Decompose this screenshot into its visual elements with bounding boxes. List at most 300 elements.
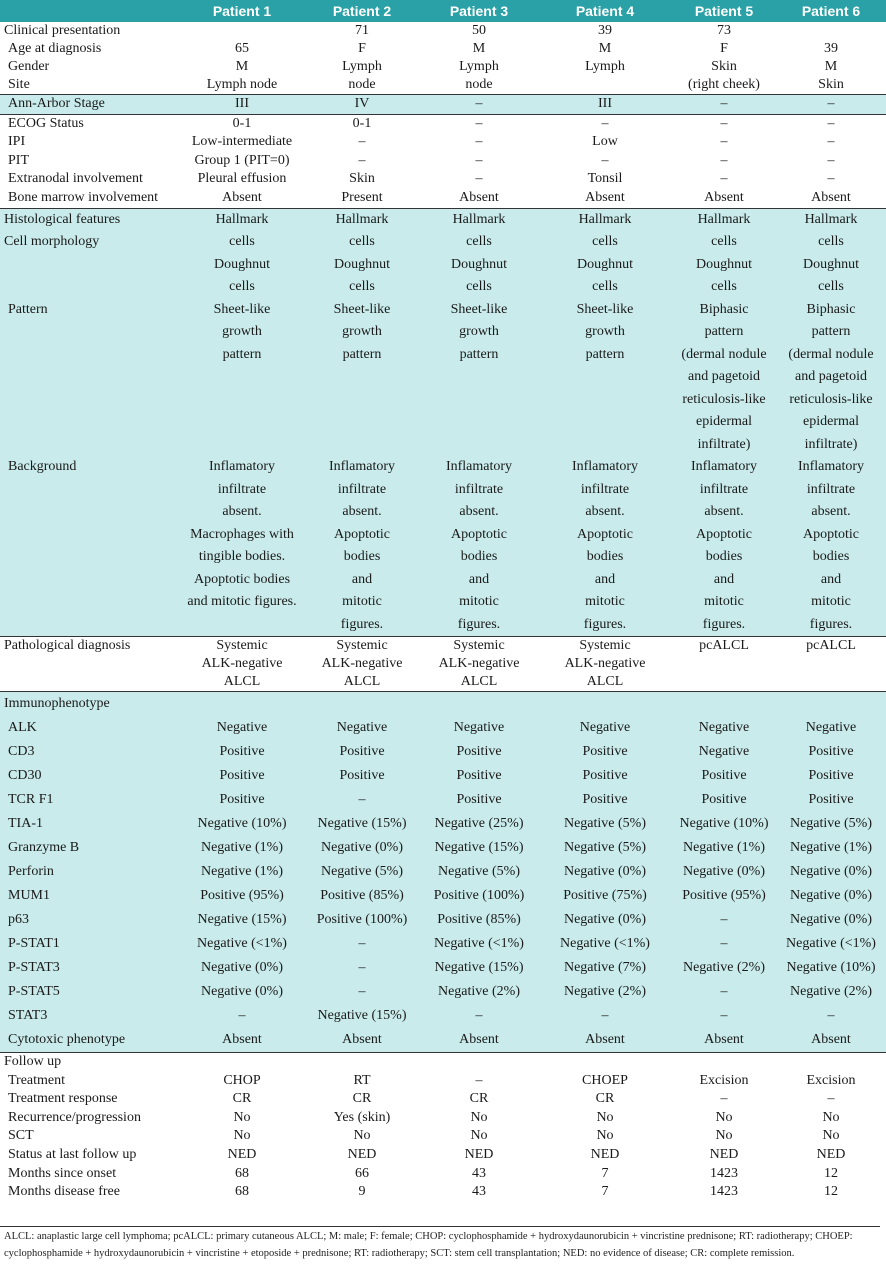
table-cell: Negative (1%) bbox=[776, 836, 886, 860]
table-cell: Negative (<1%) bbox=[420, 932, 538, 956]
table-cell: 12 bbox=[824, 1165, 838, 1181]
table-cell: CR bbox=[469, 1091, 489, 1107]
table-cell: Systemic ALK-negative ALCL bbox=[420, 637, 538, 692]
table-cell: Absent bbox=[704, 189, 744, 205]
row-label: Age at diagnosis bbox=[8, 41, 102, 56]
table-cell: F bbox=[358, 41, 366, 56]
row-label: Months since onset bbox=[8, 1165, 117, 1181]
row-label: SCT bbox=[8, 1128, 34, 1144]
row-label: Treatment response bbox=[8, 1091, 118, 1107]
row-label: Background bbox=[0, 456, 180, 637]
table-cell: CHOEP bbox=[582, 1072, 628, 1088]
table-cell: Systemic ALK-negative ALCL bbox=[180, 637, 304, 692]
row-label: Pattern bbox=[0, 299, 180, 457]
table-cell: Skin bbox=[711, 59, 737, 74]
table-cell: Positive (100%) bbox=[420, 884, 538, 908]
table-cell: Positive (95%) bbox=[180, 884, 304, 908]
table-cell: Sheet-like growth pattern bbox=[180, 299, 304, 457]
table-cell: Hallmark cells Doughnut cells bbox=[776, 208, 886, 299]
table-cell bbox=[180, 692, 304, 717]
table-row bbox=[0, 456, 886, 637]
table-cell: Negative (0%) bbox=[776, 860, 886, 884]
row-label: Perforin bbox=[0, 860, 180, 884]
table-cell: – bbox=[827, 171, 835, 187]
table-cell: – bbox=[672, 95, 776, 115]
table-row bbox=[0, 189, 886, 208]
table-cell: 12 bbox=[824, 1184, 838, 1200]
row-label: PIT bbox=[8, 152, 29, 168]
row-label: Clinical presentation bbox=[4, 23, 121, 38]
table-cell: 0-1 bbox=[304, 114, 420, 133]
table-cell: Absent bbox=[304, 1028, 420, 1053]
table-row bbox=[0, 133, 886, 152]
table-cell: Negative (1%) bbox=[672, 836, 776, 860]
table-cell: node bbox=[465, 77, 493, 92]
table-cell: Negative (2%) bbox=[538, 980, 672, 1004]
table-cell bbox=[420, 1053, 538, 1072]
table-cell: pcALCL bbox=[776, 637, 886, 692]
table-cell bbox=[776, 22, 886, 40]
table-cell: – bbox=[720, 152, 728, 168]
row-label: P-STAT3 bbox=[0, 956, 180, 980]
table-cell: (right cheek) bbox=[688, 77, 760, 92]
table-cell: Positive bbox=[420, 788, 538, 812]
row-label: Granzyme B bbox=[0, 836, 180, 860]
table-cell: No bbox=[470, 1109, 488, 1125]
table-cell: Pleural effusion bbox=[197, 171, 287, 187]
table-cell: Inflamatory infiltrate absent. Apoptotic bodies and mitotic figures. bbox=[672, 456, 776, 637]
header-patient-2: Patient 2 bbox=[304, 0, 420, 22]
table-cell: Absent bbox=[672, 1028, 776, 1053]
table-cell: – bbox=[672, 932, 776, 956]
table-cell: Positive bbox=[672, 788, 776, 812]
table-row bbox=[0, 908, 886, 932]
table-cell: Positive bbox=[304, 764, 420, 788]
table-cell: – bbox=[827, 134, 835, 150]
row-label: TCR F1 bbox=[0, 788, 180, 812]
header-patient-6: Patient 6 bbox=[776, 0, 886, 22]
table-cell: Excision bbox=[806, 1072, 856, 1088]
table-cell: Negative (1%) bbox=[180, 836, 304, 860]
table-cell: Yes (skin) bbox=[333, 1109, 391, 1125]
table-cell: CR bbox=[595, 1091, 615, 1107]
table-cell: Low bbox=[592, 134, 618, 150]
row-label: Site bbox=[8, 77, 30, 92]
table-cell: Positive (100%) bbox=[304, 908, 420, 932]
table-cell: Positive (85%) bbox=[304, 884, 420, 908]
table-cell: Positive bbox=[420, 740, 538, 764]
table-cell: Skin bbox=[818, 77, 844, 92]
table-cell: Inflamatory infiltrate absent. Apoptotic bodies and mitotic figures. bbox=[538, 456, 672, 637]
table-cell: 39 bbox=[598, 23, 612, 38]
table-cell: Absent bbox=[420, 1028, 538, 1053]
table-row bbox=[0, 114, 886, 133]
table-row bbox=[0, 1090, 886, 1109]
table-cell: Positive bbox=[180, 764, 304, 788]
table-cell: M bbox=[472, 41, 486, 56]
table-cell: RT bbox=[353, 1072, 371, 1088]
table-cell bbox=[304, 1053, 420, 1072]
table-cell: Biphasic pattern (dermal nodule and pagetoid reticulosis-like epidermal infiltrate) bbox=[776, 299, 886, 457]
table-cell: M bbox=[824, 59, 838, 74]
table-cell: Absent bbox=[811, 189, 851, 205]
table-cell: Lymph bbox=[459, 59, 499, 74]
table-cell: NED bbox=[709, 1147, 739, 1163]
table-cell: Absent bbox=[585, 189, 625, 205]
table-cell: Negative (5%) bbox=[304, 860, 420, 884]
table-cell: Negative (10%) bbox=[180, 812, 304, 836]
table-cell: Positive bbox=[420, 764, 538, 788]
table-cell: Inflamatory infiltrate absent. Macrophages with tingible bodies. Apoptotic bodies and mitotic figures. bbox=[180, 456, 304, 637]
table-row bbox=[0, 692, 886, 717]
row-label: CD3 bbox=[0, 740, 180, 764]
table-cell: Present bbox=[341, 189, 383, 205]
header-cell bbox=[0, 0, 180, 22]
table-cell: 7 bbox=[601, 1184, 609, 1200]
table-cell: – bbox=[304, 980, 420, 1004]
table-cell: No bbox=[822, 1109, 840, 1125]
table-cell: – bbox=[827, 1091, 835, 1107]
row-label: Gender bbox=[8, 59, 50, 74]
table-cell: III bbox=[538, 95, 672, 115]
table-cell: 1423 bbox=[710, 1184, 738, 1200]
table-cell: Positive bbox=[180, 740, 304, 764]
table-row bbox=[0, 208, 886, 299]
row-label: Pathological diagnosis bbox=[0, 637, 180, 692]
row-label: Immunophenotype bbox=[0, 692, 180, 717]
table-cell: Negative (7%) bbox=[538, 956, 672, 980]
table-cell: – bbox=[538, 1004, 672, 1028]
table-cell: Hallmark cells Doughnut cells bbox=[420, 208, 538, 299]
table-cell: Negative (0%) bbox=[776, 908, 886, 932]
table-cell: – bbox=[776, 1004, 886, 1028]
table-cell: Positive (95%) bbox=[672, 884, 776, 908]
table-cell: Negative (5%) bbox=[420, 860, 538, 884]
header-patient-5: Patient 5 bbox=[672, 0, 776, 22]
table-cell: NED bbox=[816, 1147, 846, 1163]
table-cell: Positive bbox=[672, 764, 776, 788]
table-cell: – bbox=[475, 171, 483, 187]
row-label: Extranodal involvement bbox=[8, 171, 143, 187]
table-cell: – bbox=[420, 114, 538, 133]
table-cell: – bbox=[420, 95, 538, 115]
header-patient-4: Patient 4 bbox=[538, 0, 672, 22]
table-cell: Positive bbox=[304, 740, 420, 764]
table-cell: Negative (1%) bbox=[180, 860, 304, 884]
table-cell: Negative (10%) bbox=[776, 956, 886, 980]
table-cell: node bbox=[348, 77, 376, 92]
table-cell: No bbox=[353, 1128, 371, 1144]
table-cell: Positive bbox=[538, 740, 672, 764]
table-cell: NED bbox=[347, 1147, 377, 1163]
table-cell: Negative (5%) bbox=[538, 836, 672, 860]
table-cell: Lymph bbox=[342, 59, 382, 74]
table-cell: Positive bbox=[538, 788, 672, 812]
table-cell: – bbox=[180, 1004, 304, 1028]
table-cell: Absent bbox=[222, 189, 262, 205]
table-cell: Negative bbox=[672, 740, 776, 764]
table-cell bbox=[672, 692, 776, 717]
table-row bbox=[0, 1072, 886, 1091]
table-cell: Systemic ALK-negative ALCL bbox=[538, 637, 672, 692]
table-cell: CR bbox=[352, 1091, 372, 1107]
table-cell: Negative (2%) bbox=[420, 980, 538, 1004]
table-cell: Positive (85%) bbox=[420, 908, 538, 932]
table-cell: Absent bbox=[180, 1028, 304, 1053]
table-row bbox=[0, 836, 886, 860]
table-cell: 65 bbox=[235, 41, 249, 56]
table-cell bbox=[672, 1053, 776, 1072]
table-cell: Negative (25%) bbox=[420, 812, 538, 836]
table-cell: 9 bbox=[358, 1184, 366, 1200]
table-cell: 66 bbox=[355, 1165, 369, 1181]
row-label: MUM1 bbox=[0, 884, 180, 908]
table-cell: Systemic ALK-negative ALCL bbox=[304, 637, 420, 692]
table-row bbox=[0, 860, 886, 884]
table-cell: CR bbox=[232, 1091, 252, 1107]
row-label: IPI bbox=[8, 134, 26, 150]
table-row bbox=[0, 884, 886, 908]
table-cell: 50 bbox=[472, 23, 486, 38]
row-label: TIA-1 bbox=[0, 812, 180, 836]
table-row bbox=[0, 76, 886, 95]
table-cell: Negative (15%) bbox=[180, 908, 304, 932]
table-row bbox=[0, 764, 886, 788]
table-cell: Hallmark cells Doughnut cells bbox=[180, 208, 304, 299]
table-cell: Excision bbox=[699, 1072, 749, 1088]
table-cell: Positive (75%) bbox=[538, 884, 672, 908]
table-cell: 1423 bbox=[710, 1165, 738, 1181]
table-cell: 68 bbox=[235, 1184, 249, 1200]
row-label: p63 bbox=[0, 908, 180, 932]
table-cell: 0-1 bbox=[180, 114, 304, 133]
table-row bbox=[0, 40, 886, 58]
table-cell: CHOP bbox=[223, 1072, 261, 1088]
table-cell: – bbox=[304, 788, 420, 812]
table-row bbox=[0, 1004, 886, 1028]
table-cell bbox=[304, 692, 420, 717]
table-cell: M bbox=[598, 41, 612, 56]
table-cell: No bbox=[596, 1109, 614, 1125]
table-cell: Group 1 (PIT=0) bbox=[194, 152, 290, 168]
table-cell: Inflamatory infiltrate absent. Apoptotic bodies and mitotic figures. bbox=[304, 456, 420, 637]
table-row bbox=[0, 740, 886, 764]
table-row bbox=[0, 637, 886, 692]
table-cell: Negative (2%) bbox=[776, 980, 886, 1004]
table-cell: Negative bbox=[672, 716, 776, 740]
table-row bbox=[0, 1053, 886, 1072]
row-label: Recurrence/progression bbox=[8, 1109, 141, 1125]
row-label: P-STAT5 bbox=[0, 980, 180, 1004]
table-cell: 73 bbox=[717, 23, 731, 38]
table-row bbox=[0, 299, 886, 457]
table-cell: – bbox=[475, 1072, 483, 1088]
table-cell: Inflamatory infiltrate absent. Apoptotic bodies and mitotic figures. bbox=[776, 456, 886, 637]
header-row bbox=[0, 0, 886, 22]
table-body bbox=[0, 22, 886, 1202]
row-label: Histological features Cell morphology bbox=[0, 208, 180, 299]
table-cell: Skin bbox=[349, 171, 375, 187]
table-cell: Negative (0%) bbox=[538, 860, 672, 884]
header-patient-1: Patient 1 bbox=[180, 0, 304, 22]
table-cell: – bbox=[475, 152, 483, 168]
table-row bbox=[0, 932, 886, 956]
table-cell: No bbox=[715, 1109, 733, 1125]
table-cell: Lymph bbox=[585, 59, 625, 74]
row-label: Bone marrow involvement bbox=[8, 189, 159, 205]
table-cell: – bbox=[601, 152, 609, 168]
table-row bbox=[0, 956, 886, 980]
table-row bbox=[0, 1146, 886, 1165]
table-cell: III bbox=[180, 95, 304, 115]
table-row bbox=[0, 1109, 886, 1128]
table-row bbox=[0, 95, 886, 115]
table-row bbox=[0, 152, 886, 171]
table-cell: Negative (15%) bbox=[304, 812, 420, 836]
table-cell: Negative (<1%) bbox=[776, 932, 886, 956]
table-cell: Hallmark cells Doughnut cells bbox=[304, 208, 420, 299]
table-cell: Low-intermediate bbox=[191, 134, 293, 150]
table-cell: Negative (15%) bbox=[304, 1004, 420, 1028]
table-cell bbox=[776, 1053, 886, 1072]
table-row bbox=[0, 58, 886, 76]
table-cell: Negative (0%) bbox=[538, 908, 672, 932]
table-cell: Negative (0%) bbox=[776, 884, 886, 908]
table-cell: Positive bbox=[538, 764, 672, 788]
table-cell: Sheet-like growth pattern bbox=[304, 299, 420, 457]
row-label: STAT3 bbox=[0, 1004, 180, 1028]
table-cell: Hallmark cells Doughnut cells bbox=[538, 208, 672, 299]
table-cell: Hallmark cells Doughnut cells bbox=[672, 208, 776, 299]
table-cell: 43 bbox=[472, 1184, 486, 1200]
table-cell: – bbox=[720, 1091, 728, 1107]
table-cell: Negative (15%) bbox=[420, 836, 538, 860]
table-cell: NED bbox=[227, 1147, 257, 1163]
table-cell: – bbox=[304, 956, 420, 980]
table-cell: No bbox=[470, 1128, 488, 1144]
table-cell: Negative (0%) bbox=[180, 956, 304, 980]
row-label: ALK bbox=[0, 716, 180, 740]
table-cell: – bbox=[672, 980, 776, 1004]
table-row bbox=[0, 22, 886, 40]
table-cell bbox=[538, 76, 672, 95]
table-cell: Biphasic pattern (dermal nodule and pagetoid reticulosis-like epidermal infiltrate) bbox=[672, 299, 776, 457]
table-cell: Negative (2%) bbox=[672, 956, 776, 980]
row-label: Status at last follow up bbox=[8, 1147, 137, 1163]
table-cell: – bbox=[776, 114, 886, 133]
table-cell: No bbox=[233, 1109, 251, 1125]
row-label: Follow up bbox=[0, 1053, 180, 1072]
table-cell bbox=[420, 692, 538, 717]
table-cell: Positive bbox=[180, 788, 304, 812]
row-label: Months disease free bbox=[8, 1184, 120, 1200]
row-label: Treatment bbox=[8, 1072, 66, 1088]
table-cell: Negative bbox=[304, 716, 420, 740]
table-cell: Negative bbox=[180, 716, 304, 740]
table-cell: – bbox=[475, 134, 483, 150]
table-cell: – bbox=[358, 134, 366, 150]
footnote: ALCL: anaplastic large cell lymphoma; pcALCL: primary cutaneous ALCL; M: male; F: female; CHOP: cyclophosphamide + hydroxydaunorubicin + vincristine prednisone; RT: radiotherapy; CHOEP: cyclophosphamide + hydroxydaunorubicin + vincristine + etoposide + prednisone; RT: radiotherapy; SCT: stem cell transplantation; NED: no evidence of disease; CR: complete remission. bbox=[0, 1226, 880, 1262]
table-cell: Absent bbox=[776, 1028, 886, 1053]
table-row bbox=[0, 1127, 886, 1146]
table-row bbox=[0, 980, 886, 1004]
table-cell: 68 bbox=[235, 1165, 249, 1181]
table-cell: Negative (5%) bbox=[538, 812, 672, 836]
table-cell: F bbox=[720, 41, 728, 56]
table-cell bbox=[538, 692, 672, 717]
table-cell: Negative (0%) bbox=[304, 836, 420, 860]
table-cell: – bbox=[720, 171, 728, 187]
table-row bbox=[0, 1183, 886, 1202]
table-cell: IV bbox=[304, 95, 420, 115]
table-cell: No bbox=[822, 1128, 840, 1144]
table-cell: Positive bbox=[776, 740, 886, 764]
row-label: ECOG Status bbox=[0, 114, 180, 133]
table-cell: Negative bbox=[420, 716, 538, 740]
table-cell: Tonsil bbox=[587, 171, 623, 187]
table-cell: Positive bbox=[776, 788, 886, 812]
table-cell: – bbox=[358, 152, 366, 168]
table-cell: M bbox=[235, 59, 249, 74]
table-cell bbox=[776, 692, 886, 717]
table-cell: No bbox=[233, 1128, 251, 1144]
table-cell: Negative (10%) bbox=[672, 812, 776, 836]
table-cell: Absent bbox=[538, 1028, 672, 1053]
table-row bbox=[0, 812, 886, 836]
table-cell: – bbox=[538, 114, 672, 133]
table-row bbox=[0, 716, 886, 740]
table-cell bbox=[180, 22, 304, 40]
table-cell: Negative (<1%) bbox=[180, 932, 304, 956]
table-cell: No bbox=[715, 1128, 733, 1144]
header-patient-3: Patient 3 bbox=[420, 0, 538, 22]
table-cell: – bbox=[304, 932, 420, 956]
table-cell: – bbox=[827, 152, 835, 168]
table-cell: 39 bbox=[824, 41, 838, 56]
table-row bbox=[0, 1028, 886, 1053]
table-cell: Negative (5%) bbox=[776, 812, 886, 836]
table-cell: Absent bbox=[459, 189, 499, 205]
table-cell: Negative bbox=[776, 716, 886, 740]
table-cell: 43 bbox=[472, 1165, 486, 1181]
table-cell: – bbox=[776, 95, 886, 115]
row-label: Ann-Arbor Stage bbox=[0, 95, 180, 115]
table-cell: – bbox=[672, 1004, 776, 1028]
table-cell: Sheet-like growth pattern bbox=[538, 299, 672, 457]
table-cell: Negative (0%) bbox=[672, 860, 776, 884]
table-row bbox=[0, 170, 886, 189]
table-cell: 7 bbox=[601, 1165, 609, 1181]
table-cell: Negative bbox=[538, 716, 672, 740]
table-cell bbox=[180, 1053, 304, 1072]
row-label: Cytotoxic phenotype bbox=[0, 1028, 180, 1053]
table-cell: – bbox=[420, 1004, 538, 1028]
table-cell: – bbox=[672, 114, 776, 133]
table-cell: Sheet-like growth pattern bbox=[420, 299, 538, 457]
table-cell: NED bbox=[590, 1147, 620, 1163]
row-label: CD30 bbox=[0, 764, 180, 788]
table-cell: – bbox=[672, 908, 776, 932]
table-cell: Negative (15%) bbox=[420, 956, 538, 980]
table-cell: pcALCL bbox=[672, 637, 776, 692]
row-label: P-STAT1 bbox=[0, 932, 180, 956]
table-cell: No bbox=[596, 1128, 614, 1144]
table-cell: Negative (<1%) bbox=[538, 932, 672, 956]
table-cell bbox=[538, 1053, 672, 1072]
table-cell: – bbox=[720, 134, 728, 150]
table-row bbox=[0, 788, 886, 812]
table-cell: 71 bbox=[355, 23, 369, 38]
